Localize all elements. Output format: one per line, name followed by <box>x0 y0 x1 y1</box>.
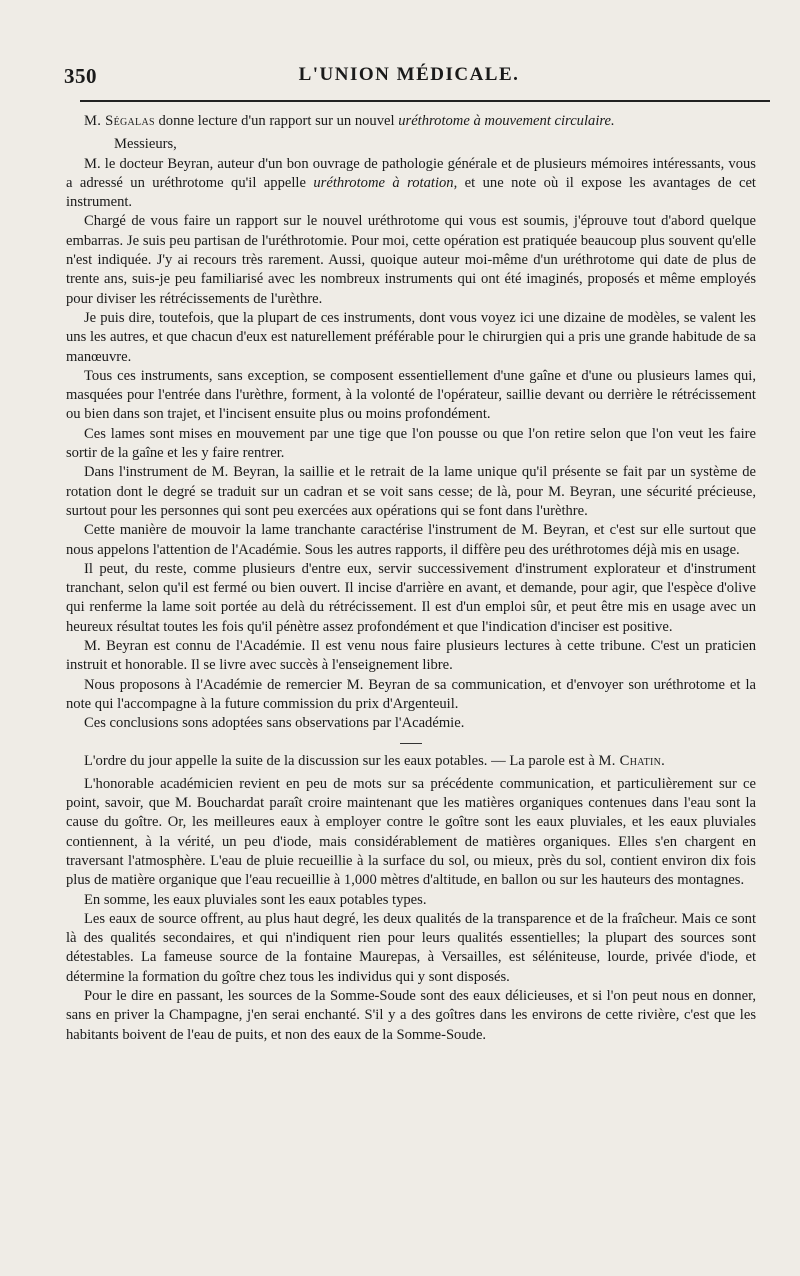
paragraph <box>66 752 756 771</box>
italic-term: uréthrotome à mouvement circulaire. <box>398 113 615 129</box>
paragraph: Nous proposons à l'Académie de remercier M. Beyran de sa communication, et d'envoyer son uréthrotome et la note qui l'accompagne à la future commission du prix d'Argenteuil. <box>66 676 756 712</box>
page-header <box>64 58 754 92</box>
article-body <box>66 112 756 1045</box>
paragraph: Pour le dire en passant, les sources de la Somme-Soude sont des eaux délicieuses, et si l'on peut nous en donner, sans en priver la Champagne, j'en serai enchanté. S'il y a des goîtres dans les environs de cette rivière, c'est que les habitants boivent de l'eau de puits, et non des eaux de la Somme-Soude. <box>66 988 756 1043</box>
paragraph: Cette manière de mouvoir la lame tranchante caractérise l'instrument de M. Beyran, et c'est sur elle surtout que nous appelons l'attention de l'Académie. Sous les autres rapports, il diffère peu des uréthrotomes déjà mis en usage. <box>66 522 756 558</box>
paragraph: Ces conclusions sons adoptées sans observations par l'Académie. <box>84 715 465 732</box>
paragraph: Chargé de vous faire un rapport sur le nouvel uréthrotome qui vous est soumis, j'éprouve tout d'abord quelque embarras. Je suis peu partisan de l'uréthrotomie. Pour moi, cette opération est pratiquée beaucoup plus souvent qu'elle n'est indiquée. J'y ai recours très rarement. Aussi, quoique auteur moi-même d'un uréthrotome qui date de plus de trente ans, suis-je peu familiarisé avec les nombreux instruments qui ont été imaginés, proposés et même employés pour diviser les rétrécissements de l'urèthre. <box>66 213 756 307</box>
paragraph-text: M. le docteur Beyran, auteur d'un bon ouvrage de pathologie générale et de plusieurs mémoires intéressants, vous a adressé un uréthrotome qu'il appelle <box>66 155 756 191</box>
paragraph: Je puis dire, toutefois, que la plupart de ces instruments, dont vous voyez ici une dizaine de modèles, se valent les uns les autres, et que chacun d'eux est naturellement préférable pour le chirurgien qui a pris une grande habitude de sa manœuvre. <box>66 309 756 365</box>
paragraph: M. Beyran est connu de l'Académie. Il est venu nous faire plusieurs lectures à cette tribune. C'est un praticien instruit et honorable. Il se livre avec succès à l'enseignement libre. <box>66 638 756 674</box>
paragraph: Ces lames sont mises en mouvement par une tige que l'on pousse ou que l'on retire selon que l'on veut les faire sortir de la gaîne et les y faire rentrer. <box>66 425 756 462</box>
header-rule <box>80 100 770 102</box>
speaker-name: M. Chatin. <box>598 752 666 769</box>
paragraph: Dans l'instrument de M. Beyran, la saillie et le retrait de la lame unique qu'il présente se fait par un système de rotation dont le degré se traduit sur un cadran et se voit sans cesse; de là, pour M. Beyran, une sécurité précieuse, surtout pour les personnes qui sont peu exercées aux opérations qui se font dans l'urèthre. <box>66 464 756 519</box>
running-title: L'UNION MÉDICALE. <box>298 64 520 85</box>
speaker-name: M. Ségalas <box>84 113 155 129</box>
paragraph: En somme, les eaux pluviales sont les eaux potables types. <box>84 891 427 908</box>
page-number: 350 <box>64 64 97 88</box>
paragraph: L'honorable académicien revient en peu de mots sur sa précédente communication, et particulièrement sur ce point, savoir, que M. Bouchardat paraît croire maintenant que les matières organiques contenues dans l'eau sont la cause du goître. Or, les meilleures eaux à employer contre le goître sont les eaux pluviales, et les eaux pluviales contiennent, à la vérité, un peu d'iode, mais considérablement de matières organiques. Elles s'en chargent en traversant l'atmosphère. L'eau de pluie recueillie à la surface du sol, ou mieux, près du sol, contient environ dix fois plus de matière organique que l'eau recueillie à 1,000 mètres d'altitude, en ballon ou sur les hauteurs des montagnes. <box>66 775 756 889</box>
section-separator <box>400 743 422 744</box>
paragraph: Tous ces instruments, sans exception, se composent essentiellement d'une gaîne et d'une ou plusieurs lames qui, masquées pour l'entrée dans l'urèthre, forment, à la volonté de l'opérateur, saillie devant ou derrière le rétrécissement ou bien dans son trajet, et l'incisent ensuite plus ou moins profondément. <box>66 367 756 423</box>
paragraph-text: L'ordre du jour appelle la suite de la discussion sur les eaux potables. — La parole est à <box>84 752 599 769</box>
paragraph-text: donne lecture d'un rapport sur un nouvel <box>154 113 399 129</box>
paragraph: Les eaux de source offrent, au plus haut degré, les deux qualités de la transparence et de la fraîcheur. Mais ce sont là des qualités secondaires, et qui n'indiquent rien pour leurs qualités essentielles; la plupart des sources sont détestables. La fameuse source de la fontaine Maurepas, à Versailles, est séléniteuse, lourde, privée d'iode, et détermine la formation du goître chez tous les individus qui y sont disposés. <box>66 910 756 985</box>
salutation: Messieurs, <box>114 136 177 153</box>
paragraph: Il peut, du reste, comme plusieurs d'entre eux, servir successivement d'instrument explorateur et d'instrument tranchant, selon qu'il est fermé ou bien ouvert. Il incise d'arrière en avant, et demande, pour agir, que l'espèce d'olive qui renferme la lame soit portée au delà du rétrécissement. Il est d'un emploi sûr, et peut être mis en usage avec un heureux résultat toutes les fois qu'il pénètre assez profondément et que l'indication d'inciser est positive. <box>66 560 756 635</box>
italic-term: uréthrotome à rotation <box>313 174 454 191</box>
paragraph-text: , et une note où il expose les avantages de cet instrument. <box>66 174 756 211</box>
paragraph <box>66 112 756 131</box>
paragraph <box>66 155 756 213</box>
